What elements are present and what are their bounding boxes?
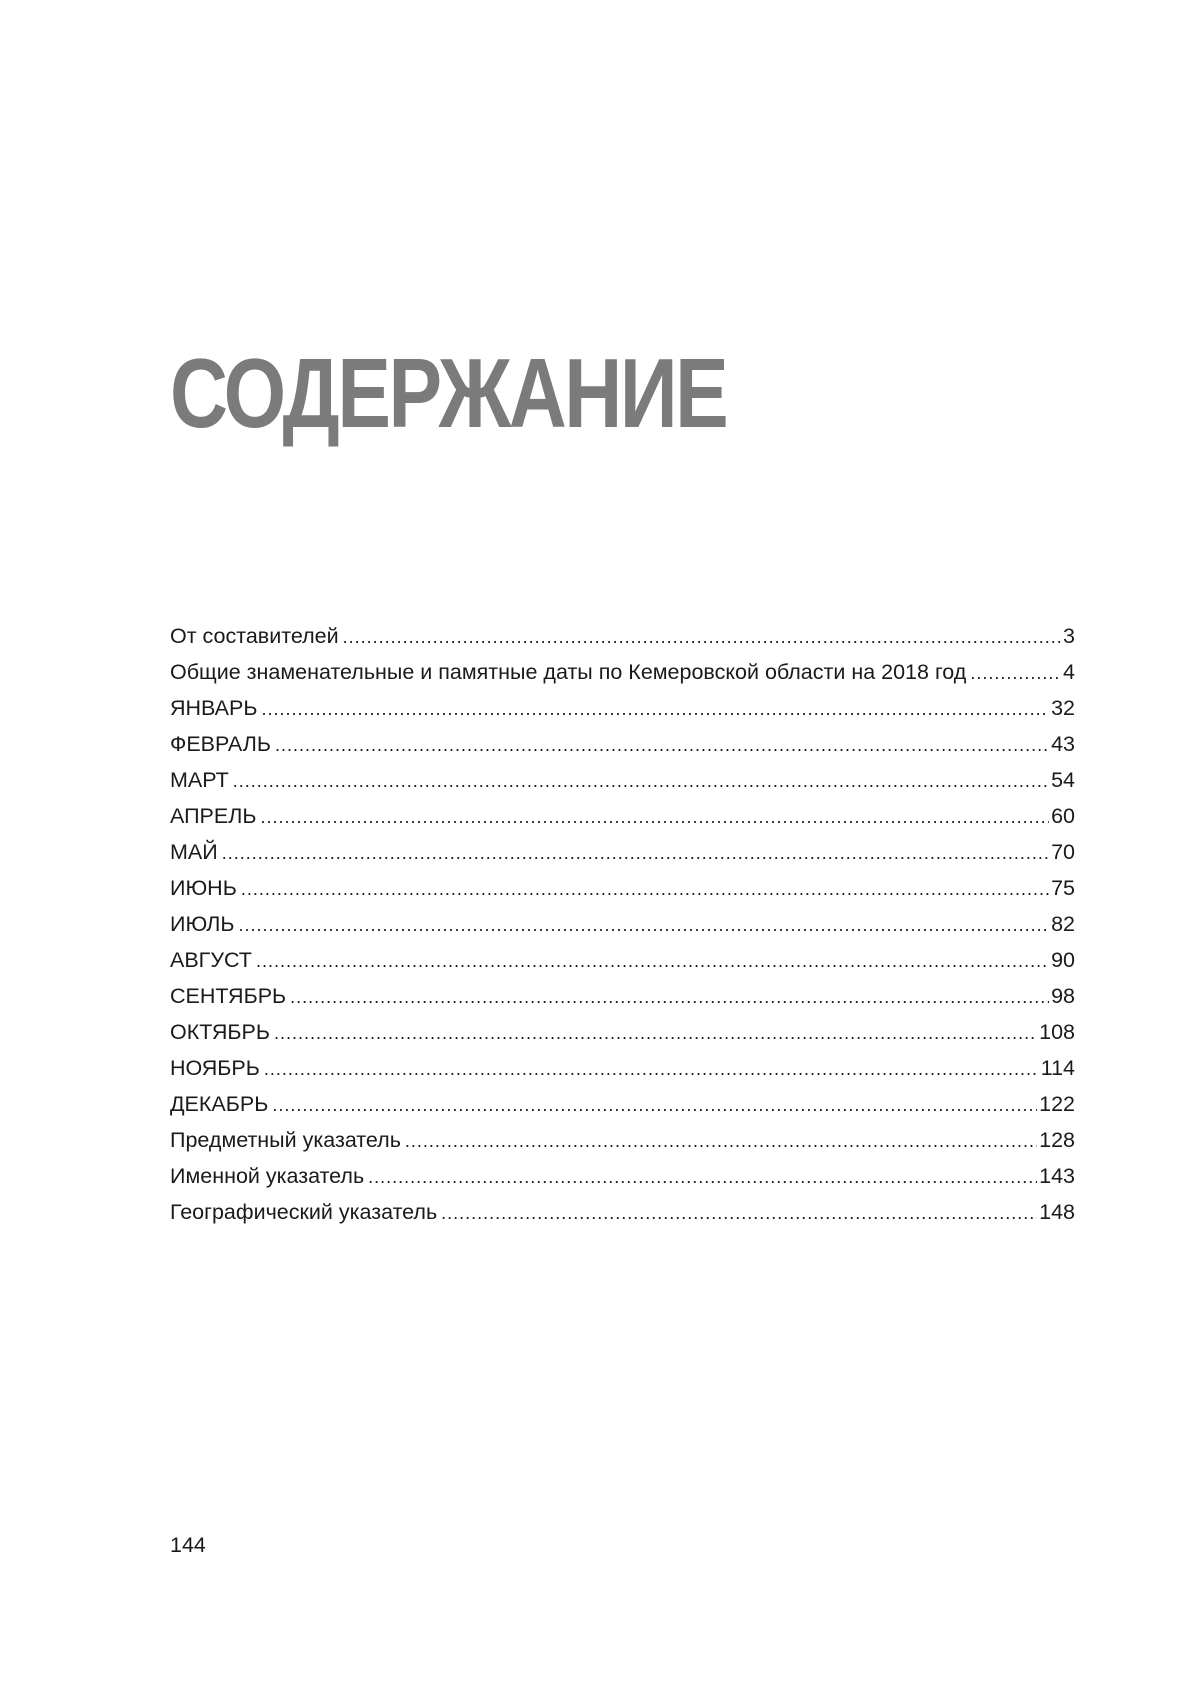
toc-entry-page: 128	[1039, 1128, 1075, 1152]
toc-dot-leader	[405, 1123, 1037, 1159]
toc-entry-page: 108	[1039, 1020, 1075, 1044]
toc-entry-label: ЯНВАРЬ	[170, 696, 258, 720]
toc-entry	[170, 1086, 1075, 1122]
toc-dot-leader	[368, 1159, 1037, 1195]
toc-entry-page: 143	[1039, 1164, 1075, 1188]
toc-dot-leader	[343, 619, 1061, 655]
toc-entry	[170, 1050, 1075, 1086]
toc-entry-label: МАЙ	[170, 840, 218, 864]
toc-entry-page: 90	[1051, 948, 1075, 972]
toc-dot-leader	[272, 1087, 1037, 1123]
toc-entry	[170, 1158, 1075, 1194]
toc-entry-page: 82	[1051, 912, 1075, 936]
toc-entry	[170, 906, 1075, 942]
toc-entry-label: Предметный указатель	[170, 1128, 401, 1152]
toc-entry-page: 54	[1051, 768, 1075, 792]
toc-entry-page: 122	[1039, 1092, 1075, 1116]
toc-entry	[170, 1194, 1075, 1230]
toc-entry-label: От составителей	[170, 624, 339, 648]
toc-dot-leader	[238, 907, 1049, 943]
toc-entry	[170, 1014, 1075, 1050]
toc-entry-page: 4	[1063, 660, 1075, 684]
toc-entry	[170, 1122, 1075, 1158]
page-number: 144	[170, 1533, 206, 1557]
toc-entry-page: 148	[1039, 1200, 1075, 1224]
toc-dot-leader	[264, 1051, 1039, 1087]
toc-entry-label: ФЕВРАЛЬ	[170, 732, 271, 756]
toc-entry	[170, 726, 1075, 762]
toc-entry-label: Именной указатель	[170, 1164, 365, 1188]
toc-dot-leader	[261, 691, 1049, 727]
toc-entry	[170, 942, 1075, 978]
toc-entry-label: ИЮЛЬ	[170, 912, 235, 936]
toc-entry-page: 98	[1051, 984, 1075, 1008]
toc-entry-page: 114	[1040, 1056, 1075, 1080]
toc-entry-label: ОКТЯБРЬ	[170, 1020, 270, 1044]
toc-entry-page: 75	[1051, 876, 1075, 900]
toc-dot-leader	[290, 979, 1049, 1015]
toc-entry-label: АВГУСТ	[170, 948, 252, 972]
toc-dot-leader	[274, 1015, 1037, 1051]
toc-dot-leader	[233, 763, 1049, 799]
toc-entry-label: Географический указатель	[170, 1200, 438, 1224]
toc-dot-leader	[241, 871, 1049, 907]
toc-entry	[170, 618, 1075, 654]
toc-dot-leader	[260, 799, 1049, 835]
toc-entry	[170, 762, 1075, 798]
table-of-contents	[170, 618, 1075, 1230]
toc-entry-label: ДЕКАБРЬ	[170, 1092, 269, 1116]
toc-entry-label: ИЮНЬ	[170, 876, 237, 900]
toc-entry	[170, 834, 1075, 870]
toc-entry-label: СЕНТЯБРЬ	[170, 984, 287, 1008]
toc-entry	[170, 690, 1075, 726]
toc-entry	[170, 654, 1075, 690]
toc-entry-page: 70	[1051, 840, 1075, 864]
toc-dot-leader	[222, 835, 1049, 871]
toc-dot-leader	[441, 1195, 1037, 1231]
toc-entry	[170, 798, 1075, 834]
toc-entry-page: 43	[1051, 732, 1075, 756]
toc-entry-page: 32	[1051, 696, 1075, 720]
toc-entry	[170, 978, 1075, 1014]
page-title: СОДЕРЖАНИЕ	[170, 338, 727, 448]
toc-dot-leader	[256, 943, 1049, 979]
toc-entry-label: Общие знаменательные и памятные даты по Кемеровской области на 2018 год	[170, 660, 967, 684]
toc-entry-page: 60	[1051, 804, 1075, 828]
toc-entry-label: НОЯБРЬ	[170, 1056, 260, 1080]
toc-dot-leader	[275, 727, 1049, 763]
toc-entry-page: 3	[1063, 624, 1075, 648]
toc-entry	[170, 870, 1075, 906]
toc-dot-leader	[970, 655, 1061, 691]
toc-entry-label: АПРЕЛЬ	[170, 804, 257, 828]
toc-entry-label: МАРТ	[170, 768, 229, 792]
